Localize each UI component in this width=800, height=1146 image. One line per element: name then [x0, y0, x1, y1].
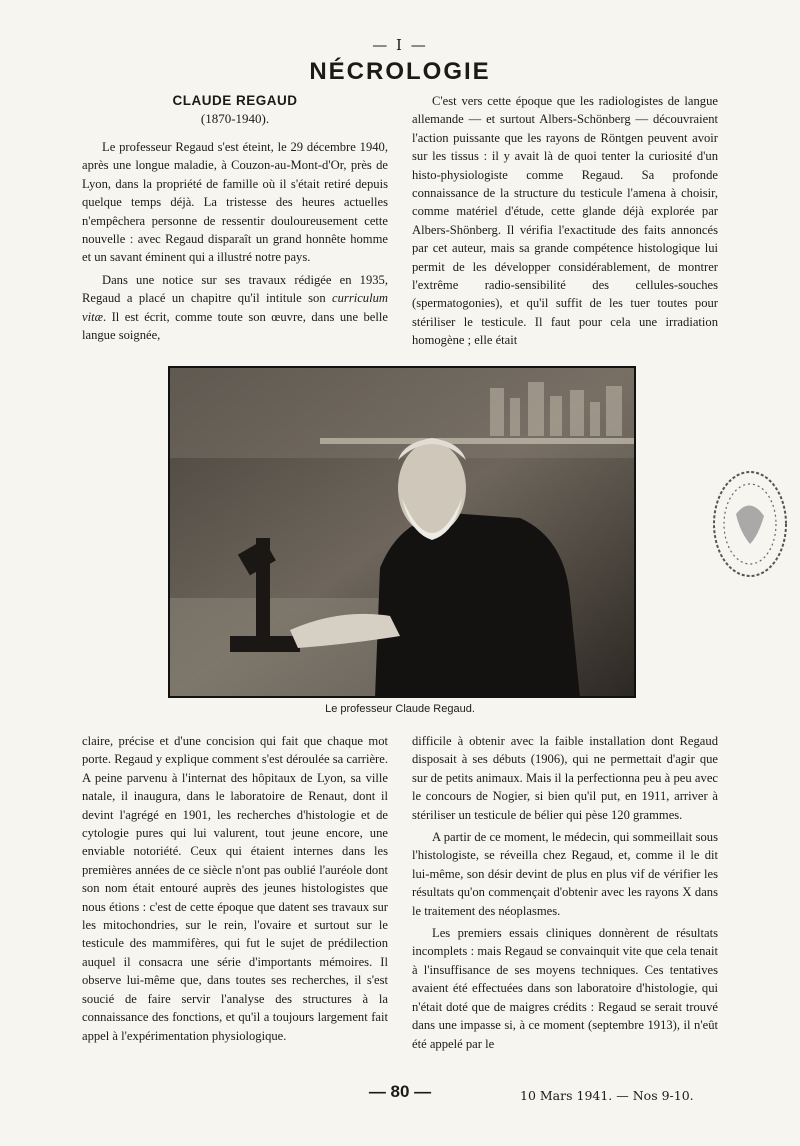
column-top-right [412, 92, 718, 350]
paragraph: Les premiers essais cliniques donnèrent de résultats incomplets : mais Regaud se convainquit vite que cela tenait à l'insuffisance de ses moyens techniques. Ces tentatives avaient été effectuées dans son laboratoire d'histologie, qui n'était doté que de maigres crédits : Regaud se serait trouvé dans une impasse si, à ce moment (septembre 1913), il n'eût été appelé par le [412, 926, 718, 1051]
paragraph: Le professeur Regaud s'est éteint, le 29 décembre 1940, après une longue maladie, à Couzon-au-Mont-d'Or, près de Lyon, dans la propriété de famille où il s'était retiré depuis quelque temps déjà. La tristesse des heures actuelles n'empêchera personne de ressentir douloureusement cette nouvelle : avec Regaud disparaît un grand honnête homme et un savant éminent qui a illustré notre pays. [82, 140, 388, 265]
paragraph: claire, précise et d'une concision qui fait que chaque mot porte. Regaud y explique comment s'est déroulée sa carrière. A peine parvenu à l'internat des hôpitaux de Lyon, sa ville natale, il inaugura, dans le laboratoire de Renaut, dont il devint l'agrégé en 1901, les recherches d'histologie et de cytologie pures qui lui valurent, tout jeune encore, une enviable notoriété. Ceux qui étaient internes dans les premières années de ce siècle n'ont pas oublié l'auréole dont son nom était entouré auprès des jeunes histologistes que nous étions : c'est de cette époque que datent ses travaux sur les mitochondries, sur le rein, l'ovaire et surtout sur le testicule des mammifères, qui fut le sujet de prédilection auquel il consacra une série d'importants mémoires. Il observe lui-même que, dans toutes ses recherches, il s'est soucié de faire servir l'analyse des structures à la connaissance des fonctions, et qu'il a toujours largement fait appel à l'expérimentation physiologique. [82, 734, 388, 1043]
page-marker: — I — [372, 36, 428, 54]
column-bottom-left [82, 732, 388, 1045]
text-run: . Il est écrit, comme toute son œuvre, dans une belle langue soignée, [82, 309, 388, 343]
section-title: NÉCROLOGIE [309, 58, 491, 85]
paragraph: difficile à obtenir avec la faible installation dont Regaud disposait à ses débuts (1906), qui ne permettait d'agir que sur de petits animaux. Mais il la perfectionna peu à peu avec le concours de Nogier, si bien qu'il put, en 1911, arriver à stériliser un testicule de bélier qui pèse 120 grammes. [412, 734, 718, 822]
page-number: — 80 — [368, 1082, 432, 1101]
paragraph: A partir de ce moment, le médecin, qui sommeillait sous l'histologiste, se réveilla chez Regaud, et, comme il le dit lui-même, son désir devint de plus en plus vif de vérifier les résultats qu'on commençait d'obtenir avec les rayons X dans le traitement des néoplasmes. [412, 830, 718, 918]
portrait-photo [168, 366, 636, 698]
photo-caption: Le professeur Claude Regaud. [325, 703, 475, 715]
paragraph: C'est vers cette époque que les radiologistes de langue allemande — et surtout Albers-Schönberg — découvraient l'action puissante que les rayons de Röntgen peuvent avoir sur les tissus : il y avait là de quoi tenter la curiosité d'un histo-physiologiste comme Regaud. Sa profonde connaissance de la structure du testicule l'amena à choisir, comme matériel d'étude, cette glande déjà explorée par Albers-Shönberg. Il vérifia l'exactitude des faits annoncés par cet auteur, mais sa grande compétence histologique lui permit de les développer considérablement, de montrer l'extrême radio-sensibilité des cellules-souches (spermatogonies), et qu'il suffit de les tuer toutes pour stériliser le testicule. Il faut pour cela une irradiation homogène ; elle était [412, 94, 718, 348]
paragraph-curriculum [82, 271, 388, 345]
library-stamp [706, 466, 788, 584]
column-top-left [82, 92, 388, 344]
column-bottom-right [412, 732, 718, 1053]
issue-date: 10 Mars 1941. — Nos 9-10. [520, 1088, 694, 1103]
author-name: CLAUDE REGAUD [172, 93, 298, 108]
author-dates: (1870-1940). [200, 111, 270, 126]
italic-term: curriculum vitæ [82, 291, 388, 324]
text-run: Dans une notice sur ses travaux rédigée en 1935, Regaud a placé un chapitre qu'il intitule son [82, 272, 388, 306]
